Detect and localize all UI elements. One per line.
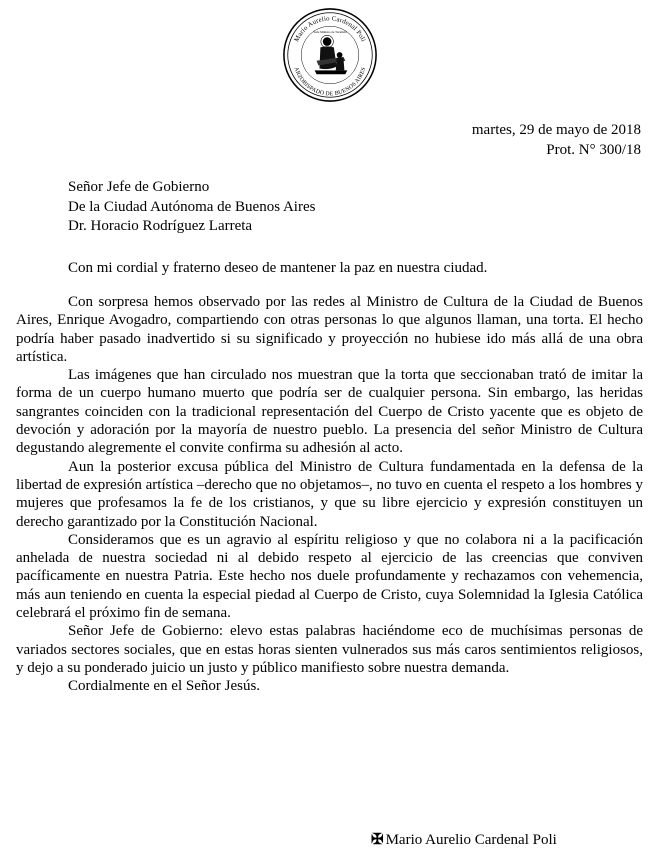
letter-date: martes, 29 de mayo de 2018 (471, 122, 641, 138)
closing-line: Cordialmente en el Señor Jesús. (68, 678, 261, 695)
signature (371, 830, 557, 850)
body-paragraph: Las imágenes que han circulado nos muestran que la torta que seccionaban trató de imitar la forma de un cuerpo humano muerto que podría ser de cualquier persona. Sin embargo, las heridas sangrantes coinciden con la tradicional representación del Cuerpo de Cristo yacente que es objeto de devoción y adoración por la mayoría de nuestro pueblo. La presencia del señor Ministro de Cultura degustando alegremente el convite confirma su adhesión al acto. (16, 367, 643, 457)
seal-top-text: Mario Aurelio Cardenal Poli (293, 15, 367, 44)
addressee-block (68, 178, 315, 237)
body-paragraph: Consideramos que es un agravio al espíritu religioso y que no colabora ni a la pacificación anhelada de nuestra sociedad ni al debido respeto al ejercicio de las creencias que conviven pacíficamente en nuestra Patria. Este hecho nos duele profundamente y rechazamos con vehemencia, más aun teniendo en cuenta la especial piedad al Cuerpo de Cristo, cuya Solemnidad la Iglesia Católica celebrará el próximo fin de semana. (16, 531, 643, 622)
body-paragraph: Señor Jefe de Gobierno: elevo estas palabras haciéndome eco de muchísimas personas de variados sectores sociales, que en estas horas sienten vulnerados sus más caros sentimientos religiosos, y dejo a su ponderado juicio un justo y público manifiesto sobre nuestra demanda. (16, 623, 643, 676)
seal-inner-text: Sede Ministro de Tucumán (313, 29, 347, 34)
addressee-line: Señor Jefe de Gobierno (68, 179, 210, 195)
signature-name: Mario Aurelio Cardenal Poli (385, 832, 557, 848)
cross-icon: ✠ (371, 832, 384, 848)
letter-body (16, 293, 643, 696)
protocol-number: Prot. N° 300/18 (546, 142, 641, 158)
seal-emblem-icon (282, 7, 378, 103)
seal-bottom-text: ARZOBISPADO DE BUENOS AIRES (292, 66, 368, 98)
body-paragraph: Aun la posterior excusa pública del Ministro de Cultura fundamentada en la defensa de la libertad de expresión artística –derecho que no objetamos–, no tuvo en cuenta el respeto a los hombres y mujeres que profesamos la fe de los cristianos, y que su libre ejercicio y expresión constituyen un derecho garantizado por la Constitución Nacional. (16, 458, 643, 530)
addressee-line: De la Ciudad Autónoma de Buenos Aires (68, 198, 316, 215)
addressee-line: Dr. Horacio Rodríguez Larreta (68, 218, 253, 234)
body-paragraph: Con sorpresa hemos observado por las redes al Ministro de Cultura de la Ciudad de Buenos Aires, Enrique Avogadro, compartiendo con otras personas lo que algunos llaman, una torta. El hecho podría haber pasado inadvertido si su significado y proyección no hubiese ido más allá de una obra artística. (16, 294, 643, 365)
date-block (472, 120, 641, 160)
greeting-line: Con mi cordial y fraterno deseo de mantener la paz en nuestra ciudad. (68, 260, 488, 276)
